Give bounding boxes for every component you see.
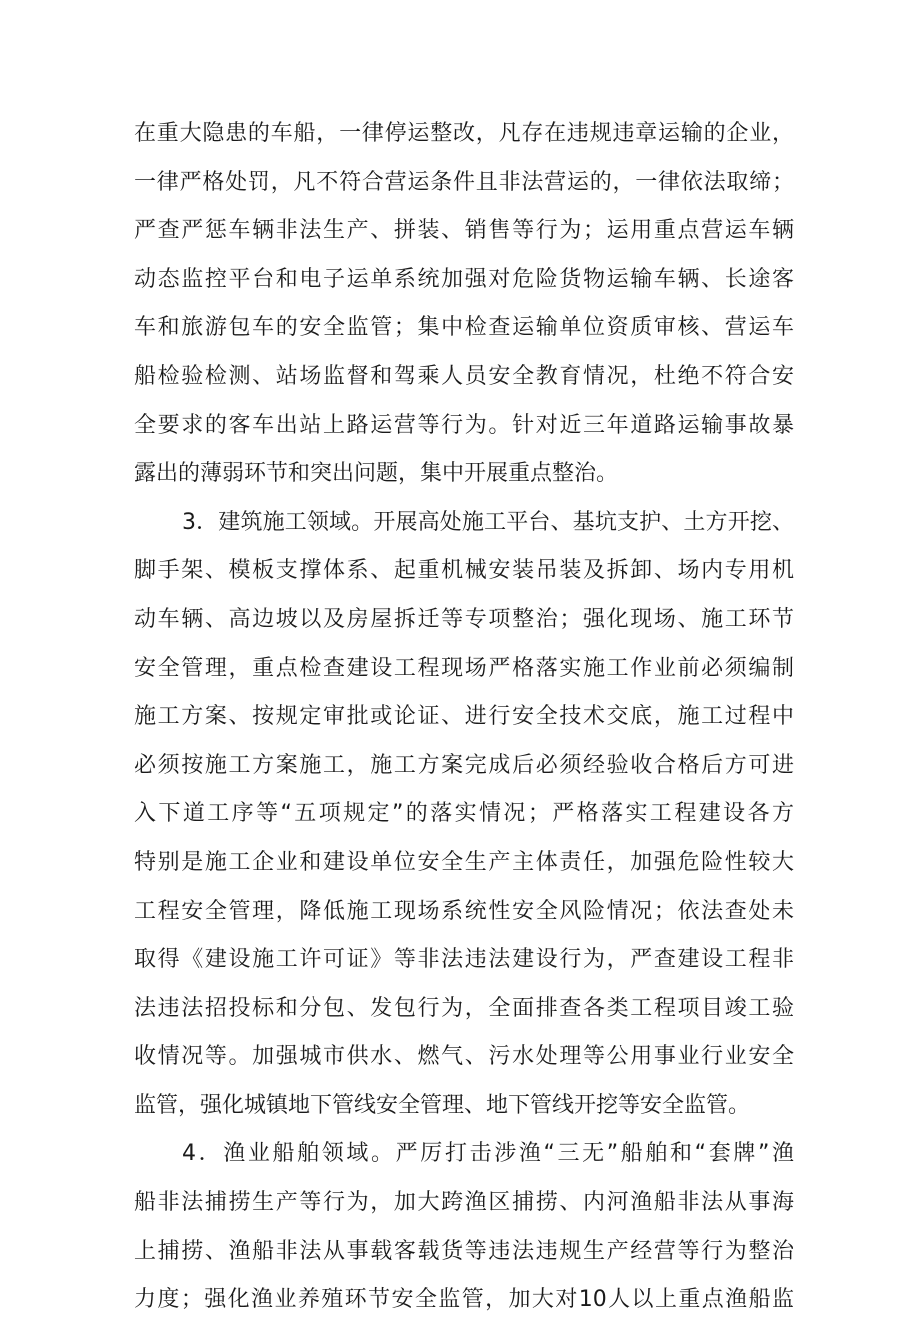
paragraph-1-line-6: 船检验检测、站场监督和驾乘人员安全教育情况，杜绝不符合安	[134, 363, 794, 389]
paragraph-2-line-6: 必须按施工方案施工，施工方案完成后必须经验收合格后方可进	[134, 752, 794, 778]
paragraph-2-line-7: 入下道工序等“五项规定”的落实情况；严格落实工程建设各方	[134, 801, 794, 827]
paragraph-1-line-8: 露出的薄弱环节和突出问题，集中开展重点整治。	[134, 461, 619, 487]
paragraph-1-line-1: 在重大隐患的车船，一律停运整改，凡存在违规违章运输的企业，	[134, 121, 794, 146]
paragraph-2-line-1: 3．建筑施工领域。开展高处施工平台、基坑支护、土方开挖、	[182, 509, 794, 535]
paragraph-2-line-8: 特别是施工企业和建设单位安全生产主体责任，加强危险性较大	[134, 849, 794, 875]
paragraph-2-line-12: 收情况等。加强城市供水、燃气、污水处理等公用事业行业安全	[134, 1044, 794, 1070]
paragraph-2-line-2: 脚手架、模板支撑体系、起重机械安装吊装及拆卸、场内专用机	[134, 558, 794, 584]
paragraph-1-line-2: 一律严格处罚，凡不符合营运条件且非法营运的，一律依法取缔；	[134, 169, 794, 195]
paragraph-3-line-4: 力度；强化渔业养殖环节安全监管，加大对10人以上重点渔船监	[134, 1287, 794, 1313]
paragraph-2-line-3: 动车辆、高边坡以及房屋拆迁等专项整治；强化现场、施工环节	[134, 606, 794, 632]
paragraph-2-line-9: 工程安全管理，降低施工现场系统性安全风险情况；依法查处未	[134, 898, 794, 924]
document-body	[134, 110, 794, 1325]
paragraph-2-line-13: 监管，强化城镇地下管线安全管理、地下管线开挖等安全监管。	[134, 1092, 751, 1118]
paragraph-1-line-3: 严查严惩车辆非法生产、拼装、销售等行为；运用重点营运车辆	[134, 218, 794, 244]
paragraph-1-line-7: 全要求的客车出站上路运营等行为。针对近三年道路运输事故暴	[134, 412, 794, 438]
paragraph-1-line-5: 车和旅游包车的安全监管；集中检查运输单位资质审核、营运车	[134, 315, 794, 341]
paragraph-3-line-1: 4．渔业船舶领域。严厉打击涉渔“三无”船舶和“套牌”渔	[182, 1141, 794, 1167]
paragraph-1-line-4: 动态监控平台和电子运单系统加强对危险货物运输车辆、长途客	[134, 266, 794, 292]
paragraph-2-line-5: 施工方案、按规定审批或论证、进行安全技术交底，施工过程中	[134, 704, 794, 730]
paragraph-2-line-4: 安全管理，重点检查建设工程现场严格落实施工作业前必须编制	[134, 655, 794, 681]
paragraph-2-line-10: 取得《建设施工许可证》等非法违法建设行为，严查建设工程非	[134, 947, 794, 973]
paragraph-3-line-3: 上捕捞、渔船非法从事载客载货等违法违规生产经营等行为整治	[134, 1238, 794, 1264]
paragraph-3-line-2: 船非法捕捞生产等行为，加大跨渔区捕捞、内河渔船非法从事海	[134, 1190, 794, 1216]
paragraph-2-line-11: 法违法招投标和分包、发包行为，全面排查各类工程项目竣工验	[134, 995, 794, 1021]
